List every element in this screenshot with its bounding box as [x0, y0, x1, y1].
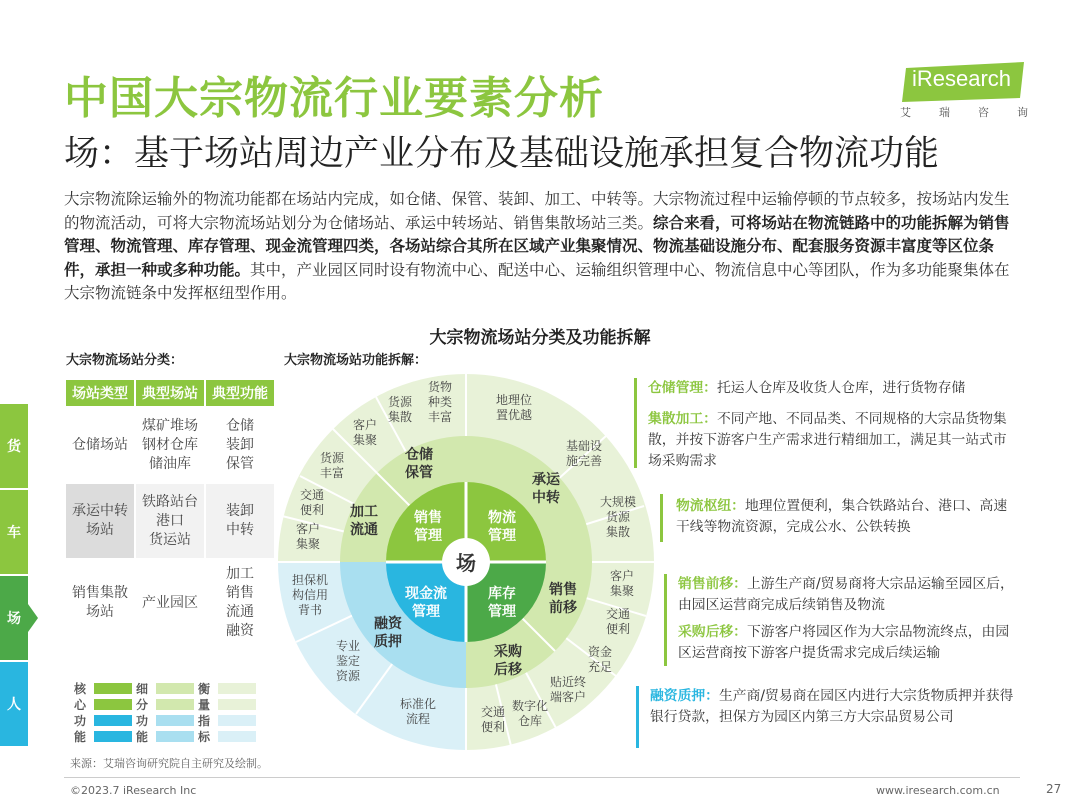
legend-char: 细 — [136, 682, 149, 696]
legend-swatch-sub-green — [156, 683, 194, 694]
copyright: ©2023.7 iResearch Inc — [70, 784, 197, 797]
desc-financing — [650, 686, 1020, 728]
sub-back-purchase-label-2: 后移 — [494, 662, 522, 678]
legend — [70, 680, 250, 744]
source-note: 来源：艾瑞咨询研究院自主研究及绘制。 — [70, 757, 268, 770]
wheel-center-label: 场 — [456, 551, 476, 575]
station-type-cell — [66, 484, 134, 558]
cell-line: 中转 — [226, 522, 254, 538]
sub-forward-sale-label-2: 前移 — [549, 600, 577, 616]
cell-line: 铁路站台 — [142, 493, 198, 510]
core-logistics-label-1: 物流 — [488, 510, 516, 526]
station-funcs-cell — [206, 484, 274, 558]
metric-label: 流程 — [405, 712, 431, 726]
core-inventory-label-2: 管理 — [488, 604, 516, 620]
legend-char: 能 — [136, 730, 149, 744]
legend-swatch-metric-blue — [218, 731, 256, 742]
desc-storage — [648, 378, 1020, 399]
metric-label: 种类 — [427, 395, 453, 409]
sub-back-purchase-label-1: 采购 — [494, 644, 522, 660]
legend-char: 核 — [74, 682, 87, 696]
desc-label: 物流枢纽： — [676, 498, 745, 514]
desc-label: 融资质押： — [650, 688, 719, 704]
logo-char: 艾 — [900, 106, 911, 119]
legend-char: 能 — [74, 730, 87, 744]
logo-char: 咨 — [978, 106, 989, 119]
core-inventory-label-1: 库存 — [488, 586, 516, 602]
sidebar-item-people[interactable] — [0, 662, 28, 746]
metric-label: 资金 — [587, 645, 613, 659]
sub-transfer-label-1: 承运 — [532, 472, 560, 488]
desc-label: 销售前移： — [678, 576, 747, 592]
page-number: 27 — [1046, 782, 1062, 796]
desc-text: 上游生产商/贸易商将大宗品运输至园区后，由园区运营商完成后续销售及物流 — [678, 576, 1014, 613]
table-heading: 大宗物流场站分类： — [66, 353, 184, 368]
table-row — [66, 408, 274, 482]
intro-bold: 综合来看，可将场站在物流链路中的功能拆解为销售管理、物流管理、库存管理、现金流管理四类，各场站综合其所在区域产业集聚情况、物流基础设施分布、配套服务资源丰富度等区位条件，承担一种或多种功能。 — [64, 213, 1010, 279]
cell-line: 货运站 — [149, 531, 191, 548]
group-bracket-green — [664, 574, 667, 666]
sidebar-item-label: 人 — [7, 697, 21, 713]
legend-swatch-core-green — [94, 683, 132, 694]
legend-char: 心 — [74, 698, 87, 712]
cell-line: 装卸 — [226, 503, 254, 519]
cell-line: 场站 — [86, 522, 114, 538]
cell-line: 场站 — [86, 604, 114, 620]
sidebar-item-station[interactable] — [0, 576, 28, 660]
page-title: 中国大宗物流行业要素分析 — [64, 73, 604, 124]
station-table — [64, 378, 276, 648]
metric-label: 施完善 — [565, 454, 603, 468]
sub-financing-label-1: 融资 — [374, 616, 402, 632]
legend-char: 标 — [198, 730, 211, 744]
sub-storage-label-1: 仓储 — [405, 447, 433, 463]
legend-swatch-metric-blue — [218, 715, 256, 726]
legend-swatch-core-blue — [94, 731, 132, 742]
desc-text: 下游客户将园区作为大宗品物流终点，由园区运营商按下游客户提货需求完成后续运输 — [678, 624, 1010, 661]
cell-line: 融资 — [226, 623, 254, 639]
metric-label: 交通 — [480, 705, 506, 719]
cell-line: 销售 — [226, 585, 254, 601]
metric-label: 便利 — [605, 622, 631, 636]
cell-line: 仓储场站 — [72, 436, 128, 453]
cell-line: 港口 — [156, 512, 184, 529]
desc-back-purchase — [678, 622, 1020, 664]
metric-label: 标准化 — [399, 697, 437, 711]
cell-line: 煤矿堆场 — [142, 417, 198, 434]
col-header-type: 场站类型 — [66, 380, 134, 406]
sub-forward-sale-label-1: 销售 — [549, 582, 577, 598]
core-cash-label-2: 管理 — [412, 604, 440, 620]
sub-processing-label-1: 加工 — [350, 504, 378, 520]
logo-char: 询 — [1017, 106, 1028, 119]
metric-label: 集散 — [387, 410, 413, 424]
col-header-sites: 典型场站 — [136, 380, 204, 406]
cell-line: 装卸 — [226, 436, 254, 453]
diagram-heading: 大宗物流场站分类及功能拆解 — [429, 328, 651, 348]
sub-storage-label-2: 保管 — [405, 465, 433, 481]
logo-text: iResearch — [912, 66, 1012, 91]
cell-line: 钢材仓库 — [142, 436, 198, 453]
metric-label: 担保机 — [291, 573, 329, 587]
metric-label: 充足 — [587, 660, 613, 674]
legend-swatch-metric-green — [218, 683, 256, 694]
intro-paragraph — [64, 188, 1020, 306]
core-sales-label-2: 管理 — [414, 528, 442, 544]
page-subtitle: 场：基于场站周边产业分布及基础设施承担复合物流功能 — [64, 134, 940, 174]
desc-processing — [648, 409, 1020, 472]
function-wheel — [276, 366, 656, 756]
metric-label: 丰富 — [427, 410, 453, 424]
wheel-heading: 大宗物流场站功能拆解： — [284, 353, 428, 368]
cell-line: 保管 — [226, 455, 254, 472]
legend-char: 分 — [136, 698, 149, 712]
sidebar-item-goods[interactable] — [0, 404, 28, 488]
desc-label: 集散加工： — [648, 411, 717, 427]
core-sales-label-1: 销售 — [414, 510, 442, 526]
station-sites-cell — [136, 408, 204, 482]
sidebar-item-label: 货 — [7, 439, 21, 455]
metric-label: 资源 — [335, 669, 361, 683]
metric-label: 货源 — [319, 451, 345, 465]
logo-char: 瑞 — [939, 106, 950, 119]
core-cash-label-1: 现金流 — [405, 586, 447, 602]
intro-part1: 大宗物流除运输外的物流功能都在场站内完成，如仓储、保管、装卸、加工、中转等。大宗物流过程中运输停顿的节点较多，按场站内发生的物流活动，可将大宗物流场站划分为仓储场站、承运中转场站、销售集散场站三类。 — [64, 190, 1010, 232]
station-sites-cell — [136, 560, 204, 646]
sub-processing-label-2: 流通 — [350, 522, 378, 538]
metric-label: 交通 — [299, 488, 325, 502]
sidebar-item-vehicle[interactable] — [0, 490, 28, 574]
cell-line: 承运中转 — [72, 503, 128, 519]
metric-label: 客户 — [609, 569, 635, 583]
metric-label: 贴近终 — [549, 675, 587, 689]
table-row — [66, 484, 274, 558]
sub-financing-label-2: 质押 — [374, 634, 402, 650]
station-type-cell — [66, 560, 134, 646]
legend-swatch-core-green — [94, 699, 132, 710]
cell-line: 仓储 — [226, 417, 254, 434]
metric-label: 背书 — [297, 603, 323, 617]
sidebar-item-label: 车 — [7, 525, 21, 541]
metric-label: 端客户 — [549, 690, 587, 704]
metric-label: 集聚 — [352, 433, 378, 447]
metric-label: 货物 — [427, 380, 453, 394]
metric-label: 地理位 — [495, 393, 533, 407]
footer-divider — [64, 777, 1020, 778]
desc-text: 不同产地、不同品类、不同规格的大宗品货物集散，并按下游客户生产需求进行精细加工，满足其一站式市场采购需求 — [648, 411, 1007, 469]
desc-text: 生产商/贸易商在园区内进行大宗货物质押并获得银行贷款，担保方为园区内第三方大宗品贸易公司 — [650, 688, 1014, 725]
desc-forward-sale — [678, 574, 1020, 616]
desc-label: 采购后移： — [678, 624, 747, 640]
metric-label: 鉴定 — [335, 654, 361, 668]
table-row — [66, 560, 274, 646]
core-logistics-label-2: 管理 — [488, 528, 516, 544]
cell-line: 销售集散 — [72, 585, 128, 601]
intro-part2: 其中，产业园区同时设有物流中心、配送中心、运输组织管理中心、物流信息中心等团队，作为多功能聚集体在大宗物流链条中发挥枢纽型作用。 — [64, 260, 1010, 302]
legend-swatch-sub-green — [156, 699, 194, 710]
metric-label: 便利 — [480, 720, 506, 734]
metric-label: 集聚 — [295, 537, 321, 551]
legend-char: 衡 — [198, 682, 211, 696]
metric-label: 交通 — [605, 607, 631, 621]
station-sites-cell — [136, 484, 204, 558]
metric-label: 基础设 — [565, 439, 603, 453]
metric-label: 货源 — [605, 510, 631, 524]
station-funcs-cell — [206, 408, 274, 482]
legend-char: 量 — [198, 698, 211, 712]
legend-char: 功 — [136, 714, 149, 728]
legend-swatch-sub-blue — [156, 715, 194, 726]
legend-char: 指 — [198, 714, 211, 728]
cell-line: 产业园区 — [142, 594, 198, 611]
legend-swatch-metric-green — [218, 699, 256, 710]
desc-hub — [676, 496, 1020, 538]
group-bracket-green — [660, 494, 663, 542]
metric-label: 集聚 — [609, 584, 635, 598]
metric-label: 集散 — [605, 525, 631, 539]
metric-label: 仓库 — [517, 714, 543, 728]
group-bracket-blue — [636, 686, 639, 748]
cell-line: 流通 — [226, 604, 254, 620]
logo-chinese-name — [900, 104, 1028, 120]
desc-text: 托运人仓库及收货人仓库，进行货物存储 — [716, 380, 966, 396]
metric-label: 客户 — [352, 418, 378, 432]
metric-label: 客户 — [295, 522, 321, 536]
col-header-funcs: 典型功能 — [206, 380, 274, 406]
metric-label: 数字化 — [511, 699, 549, 713]
station-funcs-cell — [206, 560, 274, 646]
cell-line: 储油库 — [149, 455, 191, 472]
cell-line: 加工 — [226, 566, 254, 582]
sub-transfer-label-2: 中转 — [532, 490, 560, 506]
metric-label: 便利 — [299, 503, 325, 517]
legend-char: 功 — [74, 714, 87, 728]
desc-text: 地理位置便利，集合铁路站台、港口、高速干线等物流资源，完成公水、公铁转换 — [676, 498, 1008, 535]
desc-label: 仓储管理： — [648, 380, 717, 396]
group-bracket-green — [634, 378, 637, 468]
metric-label: 专业 — [335, 639, 361, 653]
metric-label: 货源 — [387, 395, 413, 409]
legend-swatch-sub-blue — [156, 731, 194, 742]
website-link[interactable]: www.iresearch.com.cn — [876, 784, 1000, 797]
sidebar-item-label: 场 — [7, 611, 21, 627]
legend-swatch-core-blue — [94, 715, 132, 726]
metric-label: 大规模 — [599, 495, 637, 509]
metric-label: 置优越 — [495, 408, 533, 422]
metric-label: 丰富 — [319, 466, 345, 480]
metric-label: 构信用 — [291, 588, 329, 602]
active-arrow-icon — [28, 604, 38, 632]
station-type-cell — [66, 408, 134, 482]
